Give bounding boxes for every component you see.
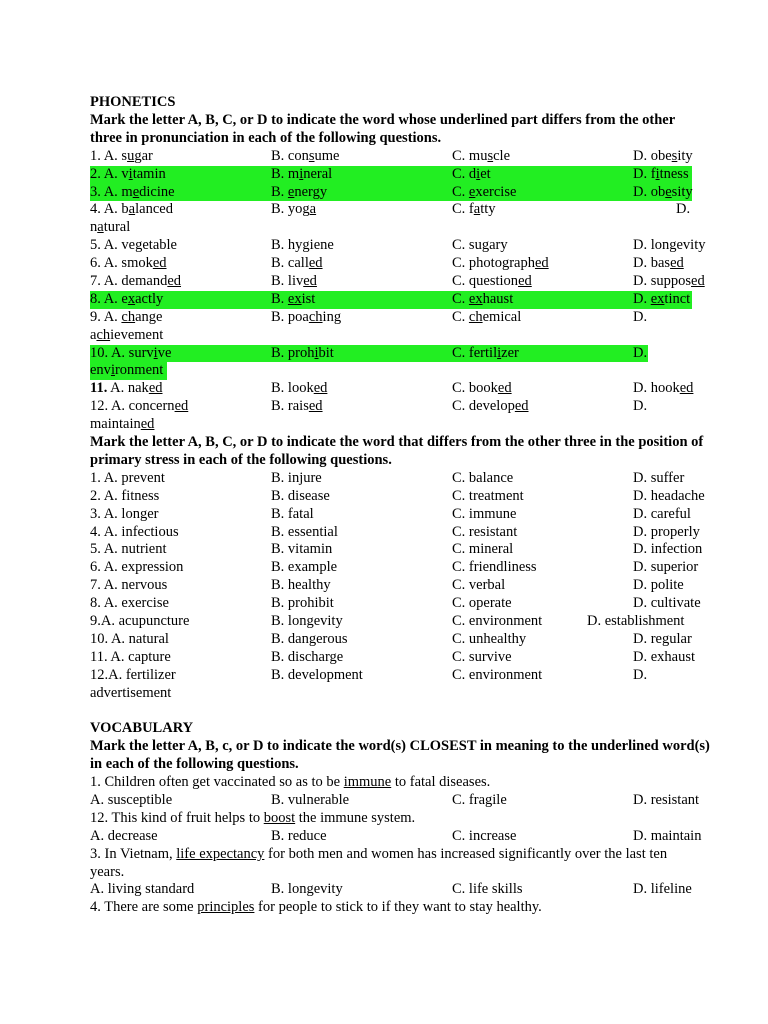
vocab-question-4-stem <box>90 899 710 917</box>
pron-q12-option-d-word: maintained <box>90 416 155 433</box>
pron-q7-option-d: D. supposed <box>633 272 705 289</box>
stress-q10-option-d: D. regular <box>633 630 692 647</box>
stress-question-12 <box>90 667 710 703</box>
stress-q11-option-c: C. survive <box>452 648 512 665</box>
pron-q6-option-d: D. based <box>633 255 684 272</box>
pron-q2-option-b: B. mineral <box>271 165 333 182</box>
stress-q1-option-d: D. suffer <box>633 469 685 486</box>
pron-q12-option-c: C. developed <box>452 398 529 415</box>
stress-q12-option-a: 12.A. fertilizer <box>90 666 176 683</box>
stem-text: the immune system. <box>295 809 416 826</box>
pron-q7-option-b: B. lived <box>271 272 317 289</box>
vocab-question-3-stem-wrap: years. <box>90 863 125 880</box>
pron-question-4 <box>90 201 710 237</box>
pron-q4-option-d-word: natural <box>90 219 131 236</box>
pron-q5-option-a: 5. A. vegetable <box>90 237 177 254</box>
pron-q4-option-b: B. yoga <box>271 201 317 218</box>
pron-q11-option-d: D. hooked <box>633 380 694 397</box>
stress-q9-option-d: D. establishment <box>587 612 685 629</box>
stress-q2-option-d: D. headache <box>633 487 705 504</box>
stress-q12-option-b: B. development <box>271 666 363 683</box>
stress-q5-option-b: B. vitamin <box>271 541 333 558</box>
stress-q1-option-b: B. injure <box>271 469 322 486</box>
pron-q8-option-a: 8. A. exactly <box>90 290 164 307</box>
stress-q12-option-c: C. environment <box>452 666 543 683</box>
stress-q7-option-d: D. polite <box>633 577 684 594</box>
pron-q9-option-b: B. poaching <box>271 308 342 325</box>
stress-q4-option-a: 4. A. infectious <box>90 523 179 540</box>
stress-q6-option-b: B. example <box>271 559 338 576</box>
stress-question-5 <box>90 541 710 559</box>
pron-q5-option-c: C. sugary <box>452 237 508 254</box>
vocabulary-instruction: Mark the letter A, B, c, or D to indicate the word(s) CLOSEST in meaning to the underlined word(s) in each of the following questions. <box>90 738 710 773</box>
vocab-question-2-options <box>90 828 710 846</box>
stress-q8-option-d: D. cultivate <box>633 595 701 612</box>
pron-q12-option-a: 12. A. concerned <box>90 398 189 415</box>
stress-question-3 <box>90 506 710 524</box>
underlined-word: boost <box>263 809 296 826</box>
stem-text: for people to stick to if they want to stay healthy. <box>254 899 542 916</box>
pron-q7-option-a: 7. A. demanded <box>90 272 182 289</box>
pron-q11-option-b: B. looked <box>271 380 328 397</box>
vocab-question-2-stem <box>90 810 710 828</box>
pron-q12-option-b: B. raised <box>271 398 323 415</box>
vocab-question-3-stem <box>90 846 710 864</box>
pron-question-7 <box>90 273 710 291</box>
stress-q3-option-d: D. careful <box>633 505 691 522</box>
stress-q12-option-d: D. <box>633 666 648 683</box>
pron-q10-option-d: D. <box>633 344 648 361</box>
pron-q3-option-b: B. energy <box>271 183 328 200</box>
stress-question-1 <box>90 470 710 488</box>
stress-q6-option-a: 6. A. expression <box>90 559 184 576</box>
stress-q8-option-b: B. prohibit <box>271 595 334 612</box>
stress-q4-option-c: C. resistant <box>452 523 518 540</box>
stress-q2-option-b: B. disease <box>271 487 330 504</box>
pron-q5-option-d: D. longevity <box>633 237 706 254</box>
pron-q1-option-d: D. obesity <box>633 147 693 164</box>
stress-q12-option-d-word: advertisement <box>90 684 172 701</box>
stress-q11-option-d: D. exhaust <box>633 648 696 665</box>
stress-q3-option-b: B. fatal <box>271 505 314 522</box>
vocab-q2-option-d: D. maintain <box>633 827 702 844</box>
stress-q6-option-c: C. friendliness <box>452 559 537 576</box>
pron-q7-option-c: C. questioned <box>452 272 532 289</box>
vocab-question-3-options <box>90 881 710 899</box>
pron-question-12 <box>90 398 710 434</box>
pron-q12-option-d: D. <box>633 398 648 415</box>
pron-question-6 <box>90 255 710 273</box>
stress-q11-option-b: B. discharge <box>271 648 344 665</box>
stress-question-10 <box>90 631 710 649</box>
phonetics-heading: PHONETICS <box>90 94 176 110</box>
phonetics-instruction-pronunciation: Mark the letter A, B, C, or D to indicate the word whose underlined part differs from the other three in pronunciation in each of the following questions. <box>90 111 675 146</box>
underlined-word: life expectancy <box>176 845 265 862</box>
stress-q7-option-b: B. healthy <box>271 577 331 594</box>
pron-q1-option-b: B. consume <box>271 147 340 164</box>
worksheet-page <box>90 94 710 917</box>
pron-q4-option-a: 4. A. balanced <box>90 201 173 218</box>
pron-q9-option-d-word: achievement <box>90 326 164 343</box>
pron-q1-option-c: C. muscle <box>452 147 511 164</box>
stress-q10-option-b: B. dangerous <box>271 630 348 647</box>
stress-question-11 <box>90 649 710 667</box>
highlight-bar <box>90 166 692 184</box>
stress-q1-option-a: 1. A. prevent <box>90 469 165 486</box>
vocab-q1-option-a: A. susceptible <box>90 791 173 808</box>
stem-text: 3. In Vietnam, <box>90 845 177 862</box>
stress-q4-option-b: B. essential <box>271 523 338 540</box>
vocab-q1-option-c: C. fragile <box>452 791 507 808</box>
vocab-q2-option-a: A. decrease <box>90 827 158 844</box>
stress-q6-option-d: D. superior <box>633 559 699 576</box>
vocab-q3-option-c: C. life skills <box>452 881 523 898</box>
stress-q5-option-c: C. mineral <box>452 541 514 558</box>
pron-q6-option-b: B. called <box>271 255 323 272</box>
stem-text: 12. This kind of fruit helps to <box>90 809 264 826</box>
vocab-q1-option-d: D. resistant <box>633 791 700 808</box>
underlined-word: principles <box>197 899 255 916</box>
stress-q11-option-a: 11. A. capture <box>90 648 171 665</box>
pron-q3-option-d: D. obesity <box>633 183 693 200</box>
highlight-bar <box>90 345 648 363</box>
vocab-q3-option-b: B. longevity <box>271 881 343 898</box>
pron-q8-option-d: D. extinct <box>633 290 691 307</box>
pron-q10-option-d-word: environment <box>90 362 164 379</box>
stress-question-9 <box>90 613 710 631</box>
phonetics-instruction-stress: Mark the letter A, B, C, or D to indicate the word that differs from the other three in the position of primary stress in each of the following questions. <box>90 434 704 468</box>
pron-q8-option-c: C. exhaust <box>452 290 514 307</box>
stress-q1-option-c: C. balance <box>452 469 514 486</box>
pron-q10-option-b: B. prohibit <box>271 344 334 361</box>
pron-q2-option-a: 2. A. vitamin <box>90 165 166 182</box>
stem-text: for both men and women has increased significantly over the last ten <box>264 845 668 862</box>
pron-q2-option-d: D. fitness <box>633 165 689 182</box>
pron-question-2 <box>90 166 710 184</box>
vocab-q3-option-d: D. lifeline <box>633 881 692 898</box>
pron-q1-option-a: 1. A. sugar <box>90 147 153 164</box>
stress-q5-option-d: D. infection <box>633 541 703 558</box>
stress-q7-option-a: 7. A. nervous <box>90 577 168 594</box>
pron-question-11 <box>90 380 710 398</box>
vocab-q2-option-c: C. increase <box>452 827 517 844</box>
pron-question-8 <box>90 291 710 309</box>
stress-question-4 <box>90 524 710 542</box>
stress-q8-option-c: C. operate <box>452 595 512 612</box>
pron-q5-option-b: B. hygiene <box>271 237 334 254</box>
pron-question-9 <box>90 309 710 345</box>
vocab-q1-option-b: B. vulnerable <box>271 791 350 808</box>
pron-q11-option-a: 11. A. naked <box>90 380 163 397</box>
stress-q2-option-c: C. treatment <box>452 487 524 504</box>
stress-question-8 <box>90 595 710 613</box>
stress-q2-option-a: 2. A. fitness <box>90 487 160 504</box>
stem-text: 4. There are some <box>90 899 198 916</box>
pron-q9-option-c: C. chemical <box>452 308 522 325</box>
pron-q9-option-a: 9. A. change <box>90 308 163 325</box>
vocab-question-1-stem <box>90 774 710 792</box>
pron-q9-option-d: D. <box>633 308 648 325</box>
vocabulary-heading: VOCABULARY <box>90 720 194 737</box>
highlight-bar <box>90 291 692 309</box>
stress-q9-option-b: B. longevity <box>271 612 343 629</box>
stress-q5-option-a: 5. A. nutrient <box>90 541 167 558</box>
vocab-question-1-options <box>90 792 710 810</box>
pron-q11-option-c: C. booked <box>452 380 512 397</box>
pron-q10-option-c: C. fertilizer <box>452 344 519 361</box>
pron-q6-option-a: 6. A. smoked <box>90 255 167 272</box>
stress-q3-option-a: 3. A. longer <box>90 505 159 522</box>
stress-q4-option-d: D. properly <box>633 523 700 540</box>
pron-q6-option-c: C. photographed <box>452 255 549 272</box>
underlined-word: immune <box>343 774 392 791</box>
vocab-q3-option-a: A. living standard <box>90 881 195 898</box>
stem-text: 1. Children often get vaccinated so as to be <box>90 774 344 791</box>
pron-question-10 <box>90 345 710 381</box>
pron-q4-option-c: C. fatty <box>452 201 496 218</box>
pron-question-5 <box>90 237 710 255</box>
pron-question-3 <box>90 184 710 202</box>
pron-q4-option-d: D. <box>676 201 691 218</box>
stress-q9-option-c: C. environment <box>452 612 543 629</box>
vocab-q2-option-b: B. reduce <box>271 827 327 844</box>
stress-question-2 <box>90 488 710 506</box>
pron-question-1 <box>90 148 710 166</box>
stress-q9-option-a: 9.A. acupuncture <box>90 612 190 629</box>
stress-q3-option-c: C. immune <box>452 505 517 522</box>
stress-question-6 <box>90 559 710 577</box>
pron-q3-option-a: 3. A. medicine <box>90 183 175 200</box>
stress-q8-option-a: 8. A. exercise <box>90 595 169 612</box>
stem-text: to fatal diseases. <box>391 774 491 791</box>
pron-q2-option-c: C. diet <box>452 165 491 182</box>
stress-question-7 <box>90 577 710 595</box>
pron-q10-option-a: 10. A. survive <box>90 344 172 361</box>
pron-q3-option-c: C. exercise <box>452 183 517 200</box>
stress-q10-option-c: C. unhealthy <box>452 630 527 647</box>
pron-q8-option-b: B. exist <box>271 290 316 307</box>
section-spacer <box>90 702 710 720</box>
highlight-bar <box>90 184 692 202</box>
stress-q10-option-a: 10. A. natural <box>90 630 169 647</box>
stress-q7-option-c: C. verbal <box>452 577 506 594</box>
